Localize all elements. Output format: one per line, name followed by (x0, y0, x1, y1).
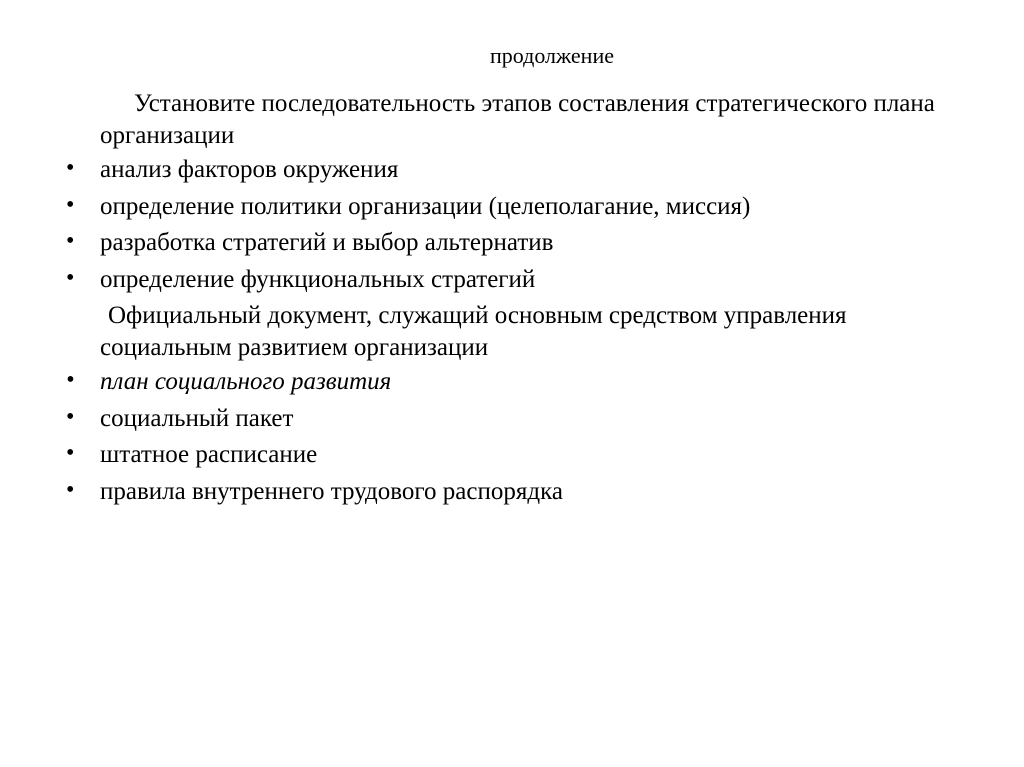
middle-paragraph: Официальный документ, служащий основным средством управления социальным развитием организации (100, 302, 847, 361)
list-item: • анализ факторов окружения (56, 154, 956, 187)
slide-header-text: продолжение (489, 43, 614, 68)
list-item: • разработка стратегий и выбор альтернатив (56, 227, 956, 260)
slide-body (56, 88, 956, 512)
list-item: • определение функциональных стратегий (56, 264, 956, 297)
answer-options-list-one (56, 154, 956, 296)
slide-header (0, 44, 1024, 68)
list-item: • социальный пакет (56, 403, 956, 436)
list-item: • правила внутреннего трудового распорядка (56, 476, 956, 509)
list-item: • определение политики организации (целеполагание, миссия) (56, 191, 956, 224)
list-item: • штатное расписание (56, 439, 956, 472)
intro-paragraph: Установите последовательность этапов составления стратегического плана организации (100, 90, 935, 149)
answer-options-list-two (56, 366, 956, 508)
list-item: • план социального развития (56, 366, 956, 399)
